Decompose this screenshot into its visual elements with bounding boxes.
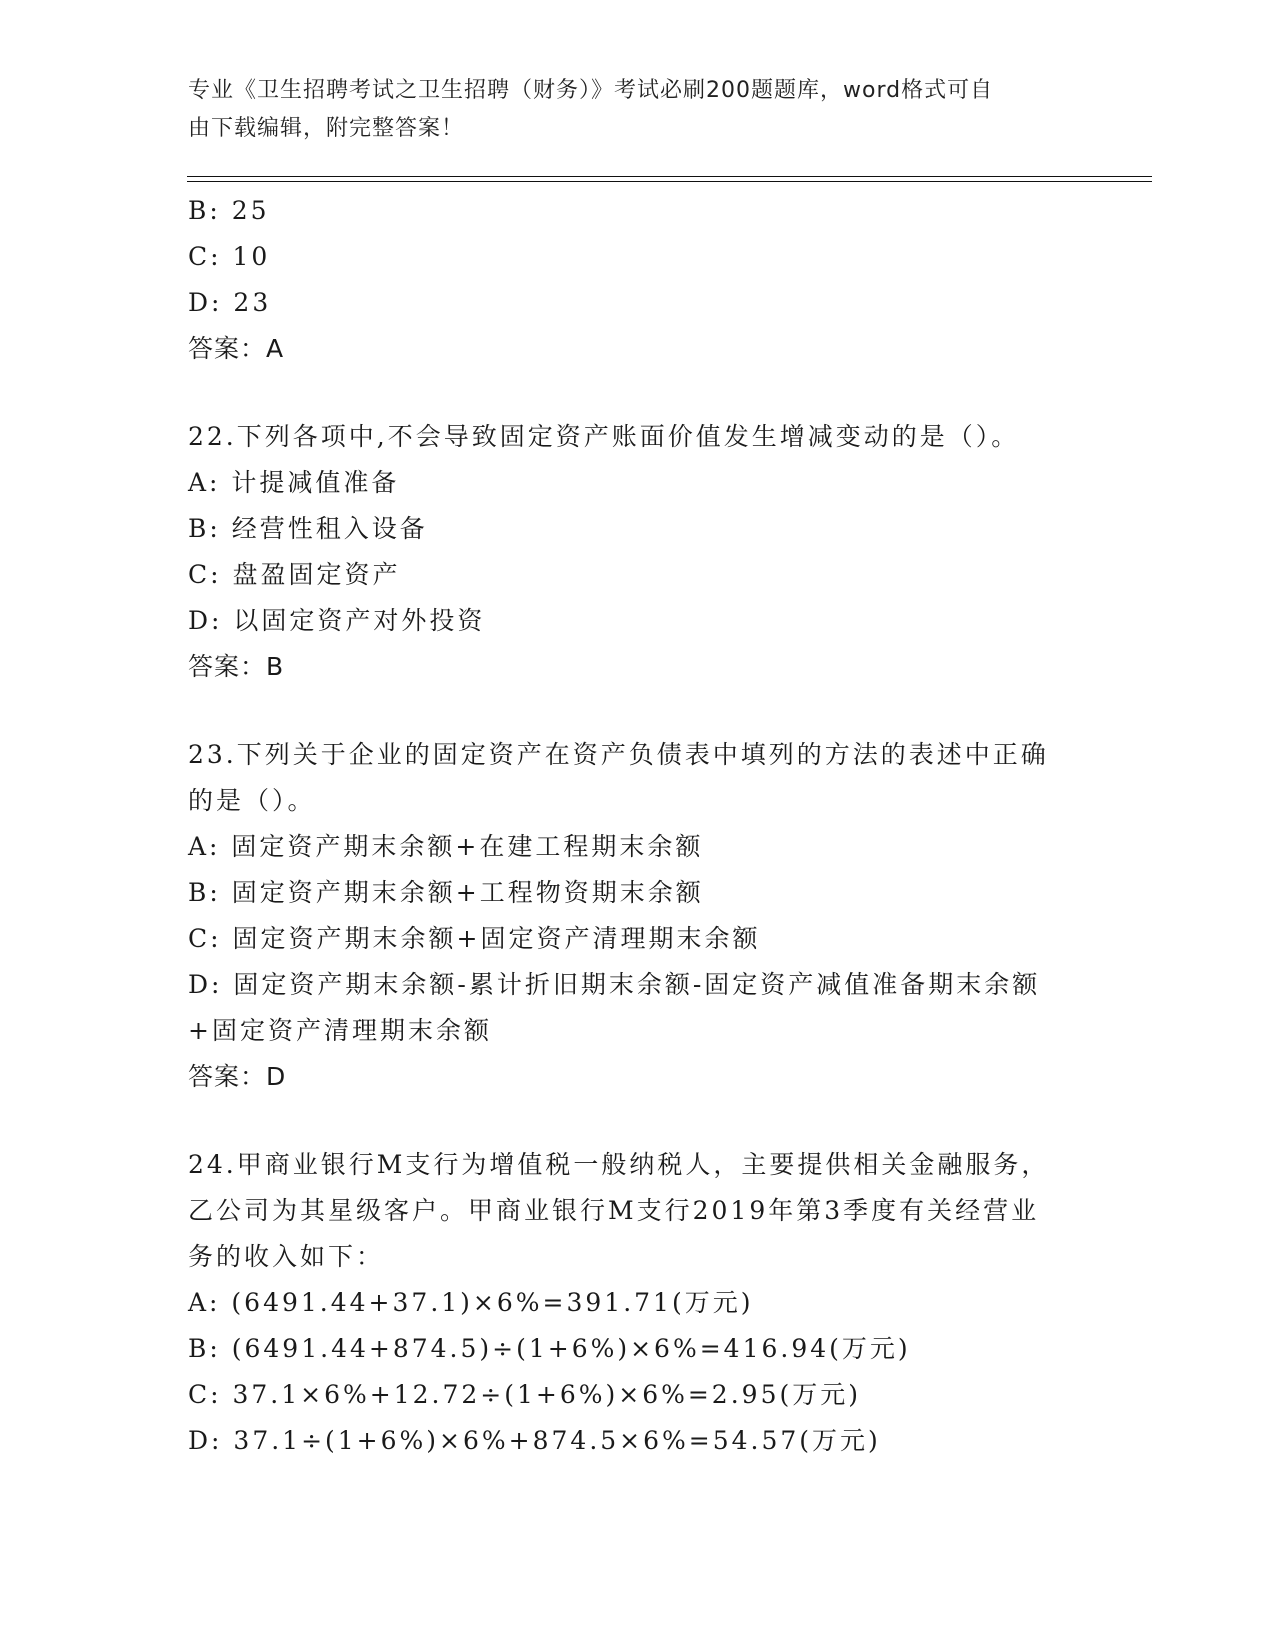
option-d: D: 23 (188, 288, 272, 317)
option-a: A: (6491.44+37.1)×6%=391.71(万元) (188, 1288, 754, 1317)
page-header (188, 72, 1068, 148)
question-content (188, 188, 1088, 1464)
option-d-cont: +固定资产清理期末余额 (188, 1016, 492, 1045)
answer-line: 答案：B (188, 652, 285, 681)
question-stem: 22.下列各项中,不会导致固定资产账面价值发生增减变动的是（）。 (188, 422, 1020, 451)
option-c: C: 固定资产期末余额+固定资产清理期末余额 (188, 924, 761, 953)
question-stem-cont: 乙公司为其星级客户。甲商业银行M支行2019年第3季度有关经营业 (188, 1196, 1040, 1225)
question-stem: 24.甲商业银行M支行为增值税一般纳税人，主要提供相关金融服务， (188, 1150, 1050, 1179)
question-22 (188, 414, 1088, 690)
answer-line: 答案：A (188, 334, 285, 363)
option-c: C: 10 (188, 242, 271, 271)
option-b: B: 25 (188, 196, 270, 225)
prev-question-block (188, 188, 1088, 372)
option-b: B: 经营性租入设备 (188, 514, 428, 543)
option-d: D: 固定资产期末余额-累计折旧期末余额-固定资产减值准备期末余额 (188, 970, 1041, 999)
header-line-2: 由下载编辑，附完整答案！ (188, 116, 465, 141)
option-a: A: 计提减值准备 (188, 468, 400, 497)
header-divider-top (187, 176, 1152, 177)
option-b: B: 固定资产期末余额+工程物资期末余额 (188, 878, 704, 907)
option-c: C: 37.1×6%+12.72÷(1+6%)×6%=2.95(万元) (188, 1380, 861, 1409)
header-divider-bottom (187, 181, 1152, 182)
question-24 (188, 1142, 1088, 1464)
question-stem-cont: 务的收入如下： (188, 1242, 385, 1271)
header-line-1: 专业《卫生招聘考试之卫生招聘（财务）》考试必刷200题题库，word格式可自 (188, 78, 994, 103)
option-b: B: (6491.44+874.5)÷(1+6%)×6%=416.94(万元) (188, 1334, 911, 1363)
question-stem-cont: 的是（）。 (188, 786, 316, 815)
answer-line: 答案：D (188, 1062, 287, 1091)
question-23 (188, 732, 1088, 1100)
option-a: A: 固定资产期末余额+在建工程期末余额 (188, 832, 704, 861)
option-d: D: 37.1÷(1+6%)×6%+874.5×6%=54.57(万元) (188, 1426, 881, 1455)
option-d: D: 以固定资产对外投资 (188, 606, 486, 635)
option-c: C: 盘盈固定资产 (188, 560, 401, 589)
question-stem: 23.下列关于企业的固定资产在资产负债表中填列的方法的表述中正确 (188, 740, 1049, 769)
